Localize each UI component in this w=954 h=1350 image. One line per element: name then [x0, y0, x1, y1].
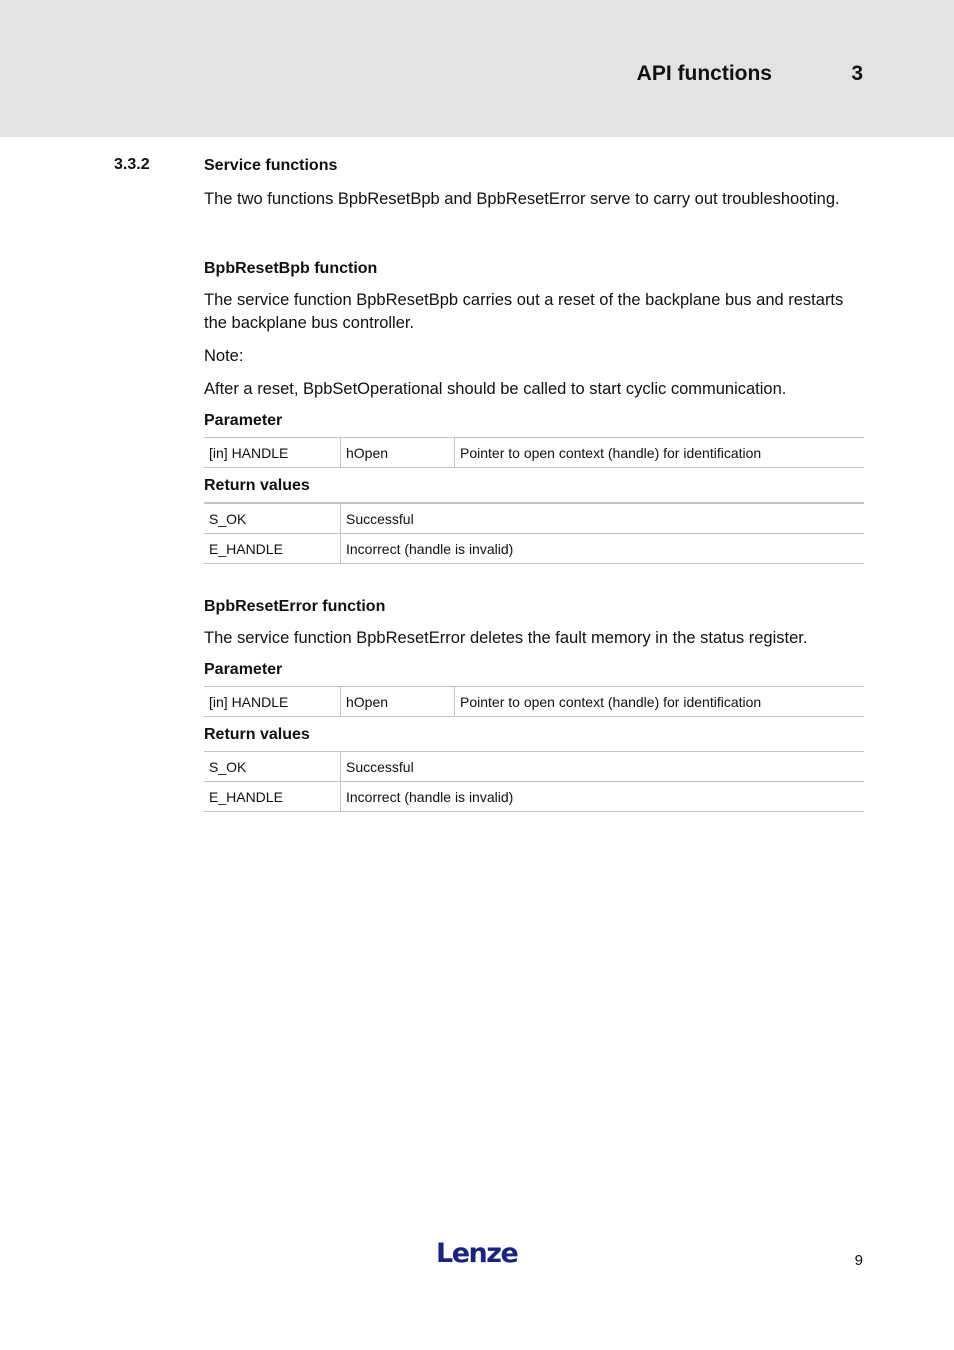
table-row — [204, 752, 864, 782]
function-description: The service function BpbResetError deletes the fault memory in the status register. — [204, 629, 808, 647]
return-code: E_HANDLE — [204, 534, 341, 564]
page-content — [204, 156, 864, 812]
return-values-label: Return values — [204, 477, 310, 494]
table-row — [204, 687, 864, 717]
param-type: [in] HANDLE — [204, 438, 341, 468]
chapter-title: API functions — [636, 62, 772, 85]
page-number: 9 — [854, 1252, 863, 1269]
return-values-table — [204, 502, 864, 564]
parameter-table — [204, 437, 864, 468]
chapter-number: 3 — [851, 62, 863, 85]
table-row — [204, 782, 864, 812]
page-header-band — [0, 0, 954, 137]
param-type: [in] HANDLE — [204, 687, 341, 717]
table-row — [204, 534, 864, 564]
function-description: The service function BpbResetBpb carries out a reset of the backplane bus and restarts the backplane bus controller. — [204, 291, 844, 332]
param-description: Pointer to open context (handle) for identification — [455, 687, 865, 717]
parameter-table — [204, 686, 864, 717]
param-name: hOpen — [341, 438, 455, 468]
return-code: E_HANDLE — [204, 782, 341, 812]
function-heading: BpbResetError function — [204, 598, 386, 615]
table-row — [204, 438, 864, 468]
param-name: hOpen — [341, 687, 455, 717]
note-text: After a reset, BpbSetOperational should be called to start cyclic communication. — [204, 380, 787, 398]
section-intro: The two functions BpbResetBpb and BpbResetError serve to carry out troubleshooting. — [204, 190, 840, 208]
return-values-label: Return values — [204, 726, 310, 743]
section-number: 3.3.2 — [114, 156, 150, 173]
function-heading: BpbResetBpb function — [204, 260, 378, 277]
parameter-label: Parameter — [204, 412, 283, 429]
table-row — [204, 503, 864, 534]
return-description: Incorrect (handle is invalid) — [341, 534, 865, 564]
param-description: Pointer to open context (handle) for identification — [455, 438, 865, 468]
return-values-table — [204, 751, 864, 812]
return-code: S_OK — [204, 503, 341, 534]
section-title: Service functions — [204, 157, 338, 174]
lenze-logo: Lenze — [436, 1238, 518, 1269]
note-label: Note: — [204, 347, 244, 365]
return-description: Incorrect (handle is invalid) — [341, 782, 865, 812]
parameter-label: Parameter — [204, 661, 283, 678]
return-description: Successful — [341, 752, 865, 782]
return-code: S_OK — [204, 752, 341, 782]
return-description: Successful — [341, 503, 865, 534]
